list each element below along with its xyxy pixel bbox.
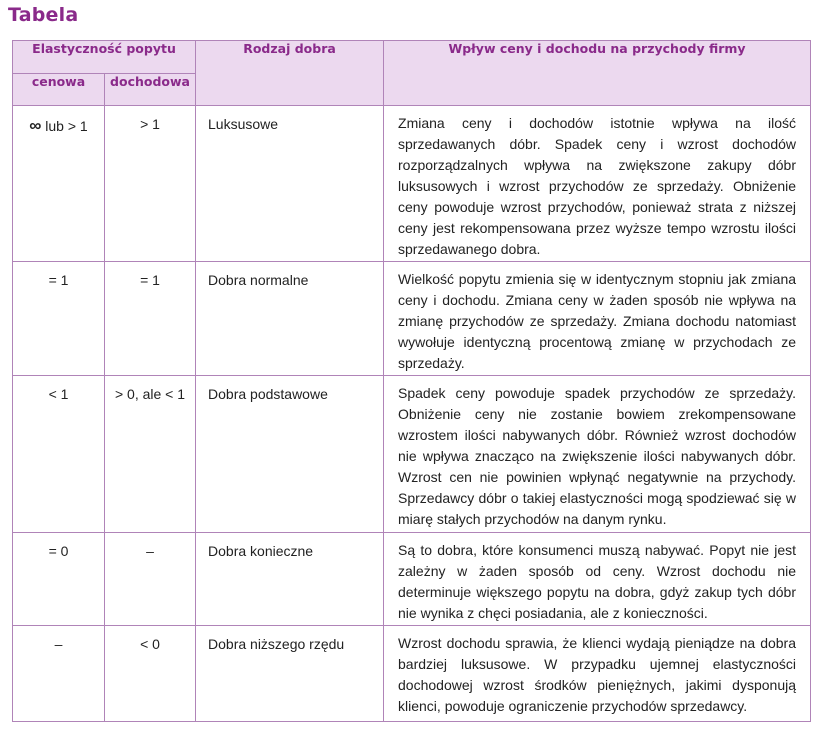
goods-kind-cell: Dobra podstawowe	[196, 376, 384, 533]
table-row	[13, 376, 811, 533]
income-elasticity-cell: –	[105, 533, 196, 626]
page-title: Tabela	[8, 4, 79, 26]
effect-description-cell: Wielkość popytu zmienia się w identycznym stopniu jak zmiana ceny i dochodu. Zmiana ceny w żaden sposób nie wpływa na zmianę przychodów ze sprzedaży. Zmiana dochodu natomiast wywołuje identyczną procentową zmianę w przychodach ze sprzedaży.	[384, 262, 811, 376]
header-elasticity-group: Elastyczność popytu	[13, 41, 196, 74]
price-elasticity-cell: = 1	[13, 262, 105, 376]
table-row	[13, 262, 811, 376]
header-row	[13, 41, 811, 74]
income-elasticity-cell: > 1	[105, 106, 196, 262]
price-elasticity-cell	[13, 106, 105, 262]
header-income: dochodowa	[105, 74, 196, 106]
effect-description-cell: Wzrost dochodu sprawia, że klienci wydają pieniądze na dobra bardziej luksusowe. W przypadku ujemnej elastyczności dochodowej wzrost środków pieniężnych, jakimi dysponują klienci, powoduje ograniczenie przychodów sprzedawcy.	[384, 626, 811, 722]
price-elasticity-cell: –	[13, 626, 105, 722]
header-effect: Wpływ ceny i dochodu na przychody firmy	[384, 41, 811, 106]
infinity-symbol: ∞	[29, 116, 42, 135]
header-kind: Rodzaj dobra	[196, 41, 384, 106]
goods-kind-cell: Luksusowe	[196, 106, 384, 262]
elasticity-table	[12, 40, 811, 722]
price-elasticity-cell: < 1	[13, 376, 105, 533]
income-elasticity-cell: = 1	[105, 262, 196, 376]
header-price: cenowa	[13, 74, 105, 106]
effect-description-cell: Zmiana ceny i dochodów istotnie wpływa na ilość sprzedawanych dóbr. Spadek ceny i wzrost dochodów rozporządzalnych wpływa na zwiększone zakupy dóbr luksusowych i wzrost przychodów ze sprzedaży. Obniżenie ceny powoduje wzrost przychodów, ponieważ strata z niższej ceny jest rekompensowana przez wyższe tempo wzrostu ilości sprzedawanego dobra.	[384, 106, 811, 262]
income-elasticity-cell: > 0, ale < 1	[105, 376, 196, 533]
effect-description-cell: Spadek ceny powoduje spadek przychodów ze sprzedaży. Obniżenie ceny nie zostanie bowiem zrekompensowane wzrostem ilości nabywanych dóbr. Również wzrost dochodów nie wpływa znacząco na zwiększenie ilości nabywanych dóbr. Wzrost cen nie powinien wpłynąć negatywnie na przychody. Sprzedawcy dóbr o takiej elastyczności mogą spodziewać się w miarę stałych przychodów na danym rynku.	[384, 376, 811, 533]
goods-kind-cell: Dobra konieczne	[196, 533, 384, 626]
goods-kind-cell: Dobra niższego rzędu	[196, 626, 384, 722]
goods-kind-cell: Dobra normalne	[196, 262, 384, 376]
income-elasticity-cell: < 0	[105, 626, 196, 722]
effect-description-cell: Są to dobra, które konsumenci muszą nabywać. Popyt nie jest zależny w żaden sposób od ceny. Wzrost dochodu nie determinuje większego popytu na dobra, gdyż zakup tych dóbr nie wynika z chęci posiadania, ale z konieczności.	[384, 533, 811, 626]
price-elasticity-text: lub > 1	[41, 118, 88, 134]
table-row	[13, 533, 811, 626]
table-row	[13, 626, 811, 722]
table-row	[13, 106, 811, 262]
price-elasticity-cell: = 0	[13, 533, 105, 626]
